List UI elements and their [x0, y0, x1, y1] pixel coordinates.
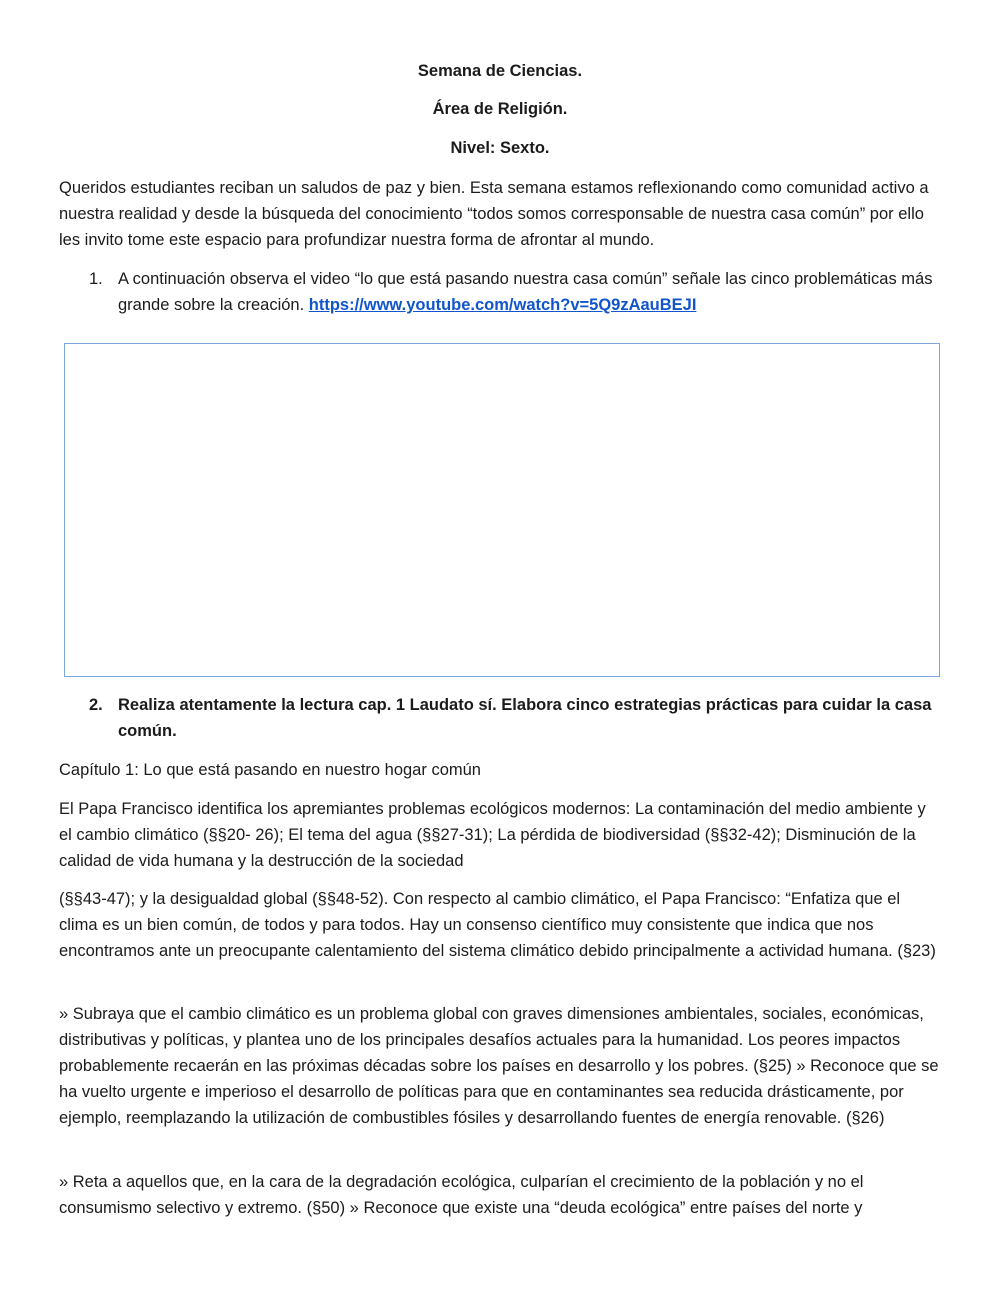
chapter-title: Capítulo 1: Lo que está pasando en nuestro hogar común	[59, 761, 481, 779]
video-link[interactable]: https://www.youtube.com/watch?v=5Q9zAauBEJI	[308, 296, 697, 314]
worksheet-area: Área de Religión.	[432, 100, 568, 118]
question-2-number: 2.	[89, 696, 103, 714]
worksheet-level: Nivel: Sexto.	[450, 139, 550, 157]
question-1	[59, 266, 939, 318]
worksheet-title: Semana de Ciencias.	[417, 62, 583, 80]
question-2-text: Realiza atentamente la lectura cap. 1 Laudato sí. Elabora cinco estrategias prácticas para cuidar la casa común.	[118, 696, 932, 740]
paragraph-3: » Subraya que el cambio climático es un problema global con graves dimensiones ambientales, sociales, económicas, distributivas y políticas, y plantea uno de los principales desafíos actuales para la humanidad. Los peores impactos probablemente recaerán en las próximas décadas sobre los países en desarrollo y los pobres. (§25) » Reconoce que se ha vuelto urgente e imperioso el desarrollo de políticas para que en contaminantes sea reducida drásticamente, por ejemplo, reemplazando la utilización de combustibles fósiles y desarrollando fuentes de energía renovable. (§26)	[59, 1005, 939, 1127]
intro-paragraph: Queridos estudiantes reciban un saludos de paz y bien. Esta semana estamos reflexionando como comunidad activo a nuestra realidad y desde la búsqueda del conocimiento “todos somos corresponsable de nuestra casa común” por ello les invito tome este espacio para profundizar nuestra forma de afrontar al mundo.	[59, 179, 929, 249]
paragraph-2: (§§43-47); y la desigualdad global (§§48-52). Con respecto al cambio climático, el Papa Francisco: “Enfatiza que el clima es un bien común, de todos y para todos. Hay un consenso científico muy consistente que indica que nos encontramos ante un preocupante calentamiento del sistema climático debido principalmente a actividad humana. (§23)	[59, 890, 936, 960]
paragraph-4: » Reta a aquellos que, en la cara de la degradación ecológica, culparían el crecimiento de la población y no el consumismo selectivo y extremo. (§50) » Reconoce que existe una “deuda ecológica” entre países del norte y	[59, 1173, 864, 1217]
answer-box[interactable]	[64, 343, 940, 677]
question-1-number: 1.	[89, 270, 103, 288]
question-1-text: A continuación observa el video “lo que está pasando nuestra casa común” señale las cinco problemáticas más grande sobre la creación.	[118, 270, 933, 314]
paragraph-1: El Papa Francisco identifica los apremiantes problemas ecológicos modernos: La contaminación del medio ambiente y el cambio climático (§§20- 26); El tema del agua (§§27-31); La pérdida de biodiversidad (§§32-42); Disminución de la calidad de vida humana y la destrucción de la sociedad	[59, 800, 926, 870]
question-2	[59, 692, 939, 744]
